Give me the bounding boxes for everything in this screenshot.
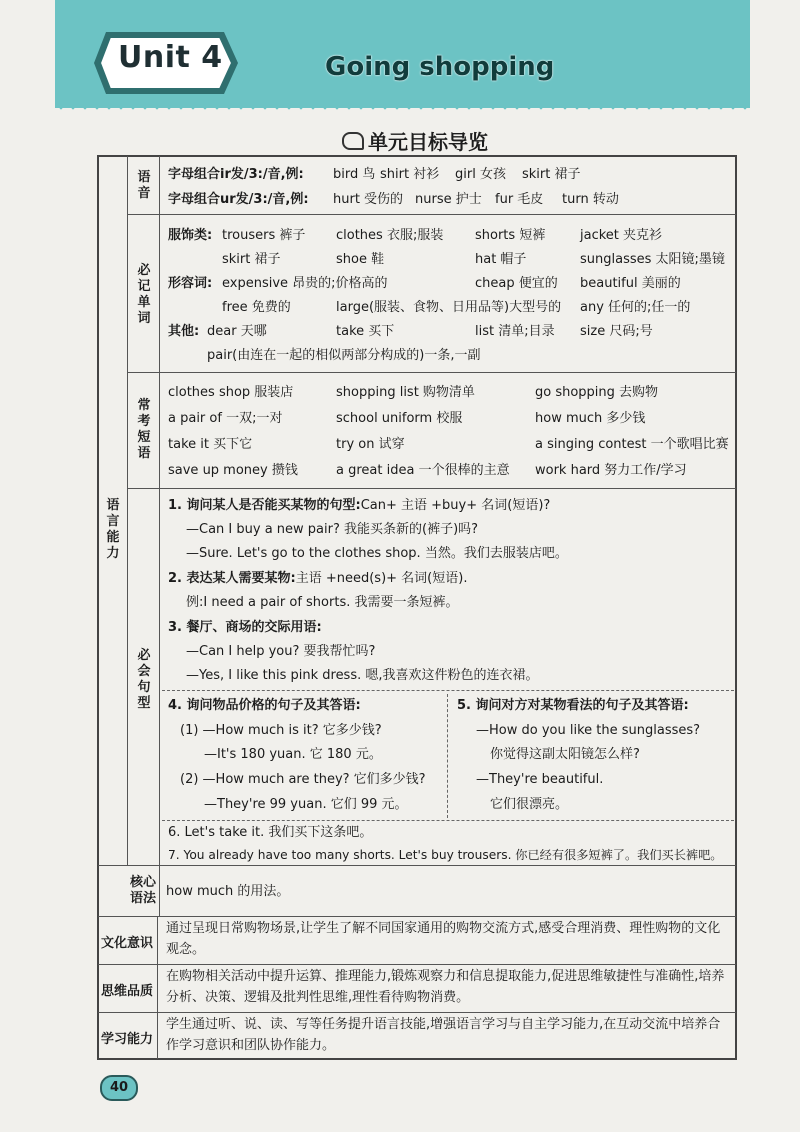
sentence-heading: 4. 询问物品价格的句子及其答语: [168,698,361,713]
sentence-heading: 5. 询问对方对某物看法的句子及其答语: [457,698,689,713]
dashed-divider [162,820,734,821]
vocab-word: shoe 鞋 [336,252,385,267]
sentence-heading: 3. 餐厅、商场的交际用语: [168,620,322,635]
sentence: —They're beautiful. [476,772,604,787]
label-pronunciation: 语音 [137,170,151,201]
culture-text: 通过呈现日常购物场景,让学生了解不同国家通用的购物交流方式,感受合理消费、理性购物的文化观念。 [166,921,721,957]
sentence-heading: 1. 询问某人是否能买某物的句型:Can+ 主语 +buy+ 名词(短语)? [168,498,551,513]
vocab-word: take 买下 [336,324,395,339]
vocab-word: cheap 便宜的 [475,276,558,291]
vocab-category: 其他: [168,324,200,339]
sentence: —Can I help you? 要我帮忙吗? [186,644,376,659]
sentence: —They're 99 yuan. 它们 99 元。 [204,797,408,812]
unit-number: Unit 4 [118,40,223,75]
divider [98,916,736,917]
example-word: fur 毛皮 [495,192,544,207]
sentence: —How do you like the sunglasses? [476,723,701,738]
example-word: nurse 护士 [415,192,482,207]
vocab-word: large(服装、食物、日用品等)大型号的 [336,300,562,315]
vocab-word: trousers 裤子 [222,228,306,243]
sentence: 6. Let's take it. 我们买下这条吧。 [168,825,373,840]
vocab-word: size 尺码;号 [580,324,653,339]
divider [98,964,736,965]
example-word: skirt 裙子 [522,167,581,182]
phrase: take it 买下它 [168,437,253,452]
phrase: a great idea 一个很棒的主意 [336,463,510,478]
phrase: work hard 努力工作/学习 [535,463,687,478]
vocab-word: pair(由连在一起的相似两部分构成的)一条,一副 [207,348,481,363]
vocab-category: 服饰类: [168,228,213,243]
pron-rule: 字母组合ir发/3:/音,例: [168,167,304,182]
divider [98,1012,736,1013]
hand-pointer-icon [342,132,364,150]
label-thinking: 思维品质 [100,984,153,999]
grammar-text: how much 的用法。 [166,884,290,899]
label-sentences: 必会句型 [137,648,151,711]
thinking-text: 在购物相关活动中提升运算、推理能力,锻炼观察力和信息提取能力,促进思维敏捷性与准确性,培养分析、决策、逻辑及批判性思维,理性看待购物消费。 [166,969,725,1005]
label-grammar: 核心语法 [129,875,156,906]
vocab-word: any 任何的;任一的 [580,300,691,315]
vocab-word: beautiful 美丽的 [580,276,681,291]
sentence: 它们很漂亮。 [490,797,569,812]
page-number: 40 [100,1075,138,1101]
pron-rule: 字母组合ur发/3:/音,例: [168,192,309,207]
example-word: girl 女孩 [455,167,506,182]
divider [98,865,736,866]
phrase: a pair of 一双;一对 [168,411,283,426]
learning-text: 学生通过听、说、读、写等任务提升语言技能,增强语言学习与自主学习能力,在互动交流中培养合作学习意识和团队协作能力。 [166,1017,721,1053]
vocab-word: clothes 衣服;服装 [336,228,444,243]
example-word: shirt 衬衫 [380,167,440,182]
dashed-divider [162,690,734,691]
vocab-word: free 免费的 [222,300,291,315]
label-language-ability: 语言能力 [106,498,120,561]
dashed-divider [447,694,448,818]
example-word: turn 转动 [562,192,619,207]
vocab-word: jacket 夹克衫 [580,228,663,243]
label-learning: 学习能力 [100,1032,153,1047]
vocab-word: dear 天哪 [207,324,267,339]
vocab-word: skirt 裙子 [222,252,281,267]
sentence: (1) —How much is it? 它多少钱? [180,723,382,738]
sentence: —Sure. Let's go to the clothes shop. 当然。我们去服装店吧。 [186,546,568,561]
vocab-category: 形容词: [168,276,213,291]
phrase: clothes shop 服装店 [168,385,294,400]
label-phrases: 常考短语 [137,398,151,461]
sentence: 7. You already have too many shorts. Let's buy trousers. 你已经有很多短裤了。我们买长裤吧。 [168,848,723,862]
divider [127,156,128,865]
divider [127,214,736,215]
vocab-word: expensive 昂贵的;价格高的 [222,276,388,291]
vocab-word: hat 帽子 [475,252,527,267]
sentence: (2) —How much are they? 它们多少钱? [180,772,426,787]
vocab-word: shorts 短裤 [475,228,546,243]
phrase: try on 试穿 [336,437,405,452]
sentence: —It's 180 yuan. 它 180 元。 [204,747,382,762]
example-word: hurt 受伤的 [333,192,404,207]
label-culture: 文化意识 [100,936,153,951]
label-vocabulary: 必记单词 [137,263,151,326]
divider [157,916,158,1059]
phrase: go shopping 去购物 [535,385,659,400]
phrase: shopping list 购物清单 [336,385,475,400]
sentence: 你觉得这副太阳镜怎么样? [490,747,640,762]
phrase: a singing contest 一个歌唱比赛 [535,437,729,452]
sentence: —Can I buy a new pair? 我能买条新的(裤子)吗? [186,522,479,537]
sentence-heading: 2. 表达某人需要某物:主语 +need(s)+ 名词(短语). [168,571,468,586]
divider [127,488,736,489]
divider [127,372,736,373]
vocab-word: sunglasses 太阳镜;墨镜 [580,252,725,267]
phrase: save up money 攒钱 [168,463,298,478]
unit-title: Going shopping [325,52,555,82]
divider [159,156,160,916]
example-word: bird 鸟 [333,167,376,182]
sentence: 例:I need a pair of shorts. 我需要一条短裤。 [186,595,459,610]
section-title: 单元目标导览 [342,126,488,155]
vocab-word: list 清单;目录 [475,324,555,339]
phrase: how much 多少钱 [535,411,646,426]
sentence: —Yes, I like this pink dress. 嗯,我喜欢这件粉色的连衣裙。 [186,668,539,683]
phrase: school uniform 校服 [336,411,463,426]
